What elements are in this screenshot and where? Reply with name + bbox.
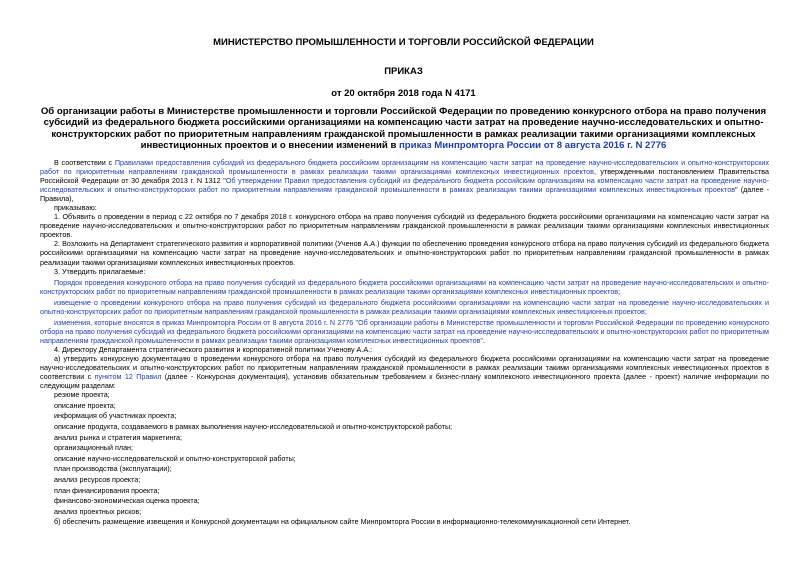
- item-3c-link[interactable]: изменения, которые вносятся в приказ Минпромторга России от 8 августа 2016 г. N 2776 "Об организации работы в Министерстве промышленности и торговли Российской Федерации по проведению конкурсного отбора на право получения субсидий из федерального бюджета российскими организациями на компенсацию части затрат на проведение научно-исследовательских и опытно-конструкторских работ по приоритетным направлениям гражданской промышленности в рамках реализации такими организациями комплексных инвестиционных проектов": [40, 317, 769, 345]
- list-item: резюме проекта;: [54, 390, 110, 400]
- rules-link[interactable]: Правилами предоставления субсидий из федерального бюджета российским организациям на компенсацию части затрат на проведение научно-исследовательских и опытно-конструкторских работ по приоритетным направлениям гражданской промышленности в рамках реализации такими организациями комплексных инвестиционных проектов: [40, 158, 769, 177]
- item-4a: [40, 354, 769, 390]
- item-3c: [40, 318, 769, 345]
- item-3: 3. Утвердить прилагаемые:: [54, 266, 146, 276]
- item-1: 1. Объявить о проведении в период с 22 октября по 7 декабря 2018 г. конкурсного отбора на право получения субсидий из федерального бюджета российскими организациями на компенсацию части затрат на проведение научно-исследовательских и опытно-конструкторских работ по приоритетным направлениям гражданской промышленности в рамках реализации такими организациями комплексных инвестиционных проектов.: [40, 212, 769, 240]
- item-3c-end: .: [482, 335, 485, 345]
- list-item: анализ рынка и стратегия маркетинга;: [54, 432, 183, 442]
- list-item: план производства (эксплуатации);: [54, 464, 172, 474]
- list-item: описание продукта, создаваемого в рамках выполнения научно-исследовательской и опытно-конструкторской работы;: [54, 421, 453, 431]
- list-item: информация об участниках проекта;: [54, 411, 177, 421]
- rules-point-12-link[interactable]: пунктом 12 Правил: [94, 372, 162, 382]
- list-item: описание проекта;: [54, 400, 116, 410]
- business-plan-sections: [40, 390, 769, 517]
- list-item: анализ ресурсов проекта;: [54, 474, 141, 484]
- item-4a-text-1: а) утвердить конкурсную документацию о проведении конкурсного отбора на право получения субсидий из федерального бюджета российскими организациями на компенсацию части затрат на проведение научно-исследовательских и опытно-конструкторских работ по приоритетным направлениям гражданской промышленности в рамках реализации такими организациями комплексных инвестиционных проектов в соответствии с: [40, 353, 769, 382]
- ministry-name: МИНИСТЕРСТВО ПРОМЫШЛЕННОСТИ И ТОРГОВЛИ РОССИЙСКОЙ ФЕДЕРАЦИИ: [213, 37, 594, 48]
- intro-text-1: В соответствии с: [54, 158, 115, 167]
- list-item: организационный план;: [54, 443, 134, 453]
- item-3a-link[interactable]: Порядок проведения конкурсного отбора на право получения субсидий из федерального бюджета российскими организациями на компенсацию части затрат на проведение научно-исследовательских и опытно-конструкторских работ по приоритетным направлениям гражданской промышленности в рамках реализации такими организациями комплексных инвестиционных проектов;: [40, 277, 769, 296]
- resolution-link[interactable]: Об утверждении Правил предоставления субсидий из федерального бюджета российским организациям на компенсацию части затрат на проведение научно-исследовательских и опытно-конструкторских работ по приоритетным направлениям гражданской промышленности в рамках реализации такими организациями комплексных инвестиционных проектов: [40, 176, 769, 195]
- document-date-number: от 20 октября 2018 года N 4171: [331, 88, 476, 99]
- document-body: [40, 158, 769, 526]
- document-type: ПРИКАЗ: [384, 66, 423, 77]
- list-item: описание научно-исследовательской и опытно-конструкторской работы;: [54, 453, 296, 463]
- order-word: приказываю:: [54, 203, 97, 213]
- item-4a-text-2: (далее - Конкурсная документация), установив обязательным требованием к бизнес-плану комплексного инвестиционного проекта (далее - проект) наличие информации по следующим разделам:: [40, 372, 769, 391]
- item-2: 2. Возложить на Департамент стратегического развития и корпоративной политики (Ученов А.А.) функции по обеспечению проведения конкурсного отбора на право получения субсидий из федерального бюджета российскими организациями на компенсацию части затрат на проведение научно-исследовательских и опытно-конструкторских работ по приоритетным направлениям гражданской промышленности в рамках реализации такими организациями комплексных инвестиционных проектов.: [40, 239, 769, 267]
- item-4b: б) обеспечить размещение извещения и Конкурсной документации на официальном сайте Минпромторга России в информационно-телекоммуникационной сети Интернет.: [54, 517, 631, 527]
- intro-text-2: , утвержденными постановлением Правительства Российской Федерации от 30 декабря 2013 г. N 1312 ": [40, 167, 769, 186]
- item-4: 4. Директору Департамента стратегического развития и корпоративной политики Ученову А.А.:: [54, 344, 373, 354]
- list-item: финансово-экономическая оценка проекта;: [54, 496, 200, 506]
- item-3b-link[interactable]: извещение о проведении конкурсного отбора на право получения субсидий из федерального бюджета российскими организациями на компенсацию части затрат на проведение научно-исследовательских и опытно-конструкторских работ по приоритетным направлениям гражданской промышленности в рамках реализации такими организациями комплексных инвестиционных проектов;: [40, 297, 769, 316]
- title-text: Об организации работы в Министерстве промышленности и торговли Российской Федерации по проведению конкурсного отбора на право получения субсидий из федерального бюджета российскими организациями на компенсацию части затрат на проведение научно-исследовательских и опытно-конструкторских работ по приоритетным направлениям гражданской промышленности в рамках реализации такими организациями комплексных инвестиционных проектов и о внесении изменений в: [40, 106, 767, 152]
- list-item: анализ проектных рисков;: [54, 506, 142, 516]
- title-link[interactable]: приказ Минпромторга России от 8 августа 2016 г. N 2776: [399, 140, 667, 152]
- list-item: план финансирования проекта;: [54, 485, 160, 495]
- intro-paragraph: [40, 158, 769, 203]
- intro-text-3: " (далее - Правила),: [40, 185, 770, 204]
- document-title: [40, 106, 767, 152]
